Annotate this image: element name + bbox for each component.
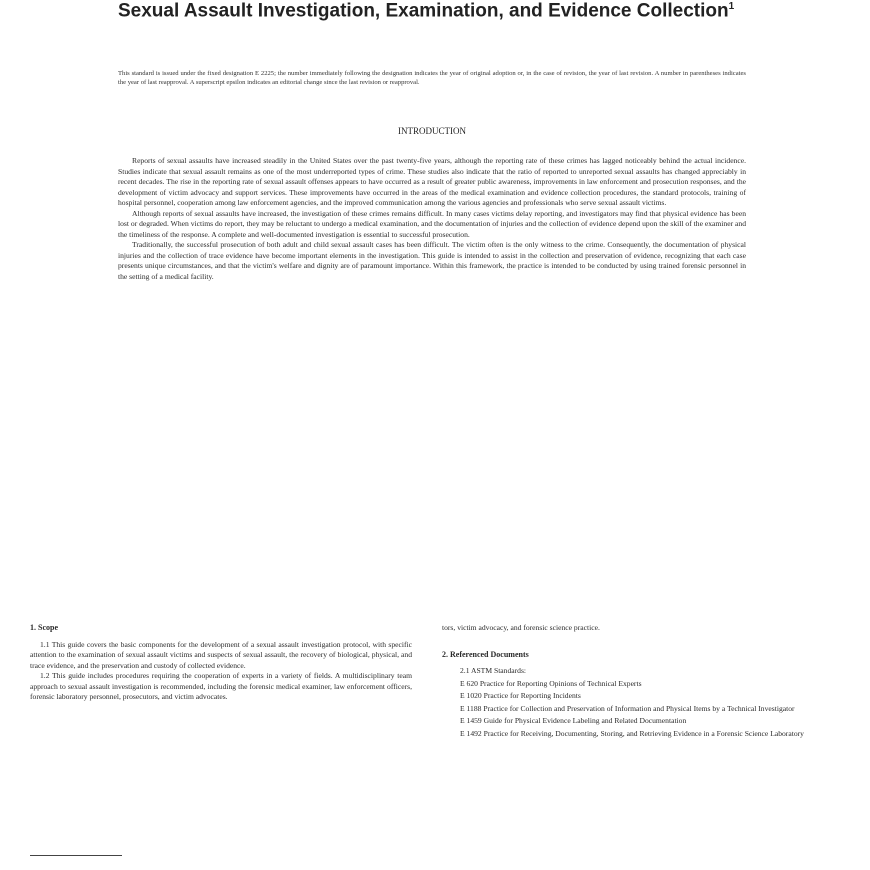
left-column bbox=[30, 623, 412, 703]
intro-paragraph: Reports of sexual assaults have increased steadily in the United States over the past twenty-five years, although the reporting rate of these crimes has lagged noticeably behind the actual incidence. Studies indicate that sexual assault remains as one of the most underreported types of crime. These studies also indicate that the ratio of reported to unreported sexual assaults has changed appreciably in recent decades. The rise in the reporting rate of sexual assault offenses appears to have occurred as a result of greater public awareness, improvements in law enforcement and prosecution responses, and the development of victim advocacy and support services. These improvements have occurred in the areas of the medical examination and evidence collection procedures, the standard protocols, training of hospital personnel, cooperation among law enforcement agencies, and the improved communication among the various agencies and professionals who serve sexual assault victims. bbox=[118, 156, 746, 208]
scope-paragraph: 1.2 This guide includes procedures requiring the cooperation of experts in a variety of fields. A multidisciplinary team approach to sexual assault investigation is recommended, including the forensic medical examiner, law enforcement officers, forensic laboratory personnel, prosecutors, and victim advocates. bbox=[30, 671, 412, 701]
reference-item: E 1459 Guide for Physical Evidence Labeling and Related Documentation bbox=[460, 716, 687, 725]
scope-paragraph: 1.1 This guide covers the basic components for the development of a sexual assault investigation protocol, with specific attention to the examination of sexual assault victims and suspects of sexual assault, the recovery of biological, physical, and trace evidence, and the preservation and custody of collected evidence. bbox=[30, 639, 412, 670]
reference-item: E 1188 Practice for Collection and Preservation of Information and Physical Items by a Technical Investigator bbox=[460, 703, 795, 713]
document-title bbox=[118, 0, 758, 23]
lead-paragraph: This standard is issued under the fixed designation E 2225; the number immediately following the designation indicates the year of original adoption or, in the case of revision, the year of last revision. A number in parentheses indicates the year of last reapproval. A superscript epsilon indicates an editorial change since the last revision or reapproval. bbox=[118, 70, 746, 86]
intro-paragraph: Although reports of sexual assaults have increased, the investigation of these crimes remains difficult. In many cases victims delay reporting, and investigators may find that physical evidence has been lost or degraded. When victims do report, they may be reluctant to undergo a medical examination, and the documentation of injuries and the collection of evidence depend upon the skill of the examiner and the timeliness of the response. A complete and well-documented investigation is essential to successful prosecution. bbox=[118, 208, 746, 239]
reference-item: E 1492 Practice for Receiving, Documenting, Storing, and Retrieving Evidence in a Forensic Science Laboratory bbox=[460, 728, 804, 738]
footnote-divider bbox=[30, 855, 122, 856]
introduction-body bbox=[118, 156, 746, 283]
intro-paragraph: Traditionally, the successful prosecution of both adult and child sexual assault cases has been difficult. The victim often is the only witness to the crime. Consequently, the documentation of physical injuries and the collection of trace evidence have become important elements in the investigation. This guide is intended to assist in the collection and preservation of evidence, recognizing that each case presents unique circumstances, and that the victim's welfare and dignity are of paramount importance. Within this framework, the practice is intended to be conducted by using trained forensic personnel in the setting of a medical facility. bbox=[118, 240, 746, 282]
reference-item: E 1020 Practice for Reporting Incidents bbox=[460, 691, 581, 700]
referenced-documents-heading: 2. Referenced Documents bbox=[442, 649, 529, 659]
introduction-heading: INTRODUCTION bbox=[398, 126, 466, 136]
reference-item: 2.1 ASTM Standards: bbox=[460, 666, 527, 675]
scope-continuation: tors, victim advocacy, and forensic science practice. bbox=[442, 623, 600, 632]
reference-item: E 620 Practice for Reporting Opinions of Technical Experts bbox=[460, 678, 642, 688]
right-column bbox=[442, 623, 824, 741]
scope-heading: 1. Scope bbox=[30, 623, 58, 632]
title-text: Sexual Assault Investigation, Examination, and Evidence Collection bbox=[118, 0, 729, 22]
referenced-documents-list bbox=[442, 666, 824, 739]
title-footnote-mark: 1 bbox=[728, 1, 735, 12]
